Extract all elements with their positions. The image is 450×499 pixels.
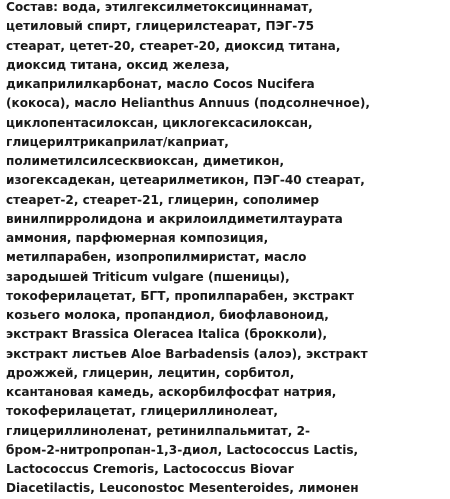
- text-line: дикаприлилкарбонат, масло Cocos Nucifera: [6, 77, 315, 91]
- text-line: экстракт листьев Aloe Barbadensis (алоэ), экстракт: [6, 346, 368, 361]
- text-line: циклопентасилоксан, циклогексасилоксан,: [6, 115, 313, 130]
- text-line: винилпирролидона и акрилоилдиметилтаурата: [6, 211, 343, 226]
- text-line: полиметилсилсесквиоксан, диметикон,: [6, 154, 285, 168]
- ingredients-text: [6, 0, 444, 499]
- text-line: Состав: вода, этилгексилметоксициннамат,: [6, 0, 313, 14]
- text-line: Lactococcus Cremoris, Lactococcus Biovar: [6, 462, 294, 476]
- text-line: метилпарабен, изопропилмиристат, масло: [6, 250, 307, 265]
- text-line: глицерилтрикаприлат/каприат,: [6, 134, 229, 149]
- text-line: дрожжей, глицерин, лецитин, сорбитол,: [6, 365, 295, 380]
- text-line: зародышей Triticum vulgare (пшеницы),: [6, 269, 290, 284]
- text-line: стеарет-2, стеарет-21, глицерин, сополимер: [6, 192, 320, 207]
- text-line: ксантановая камедь, аскорбилфосфат натрия,: [6, 385, 337, 399]
- text-line: диоксид титана, оксид железа,: [6, 57, 230, 72]
- text-line: бром-2-нитропропан-1,3-диол, Lactococcus Lactis,: [6, 442, 359, 457]
- text-line: стеарат, цетет-20, стеарет-20, диоксид титана,: [6, 38, 341, 53]
- text-line: аммония, парфюмерная композиция,: [6, 231, 269, 245]
- text-line: экстракт Brassica Oleracea Italica (брокколи),: [6, 327, 328, 342]
- text-line: глицериллиноленат, ретинилпальмитат, 2-: [6, 423, 311, 438]
- text-line: козьего молока, пропандиол, биофлавоноид,: [6, 308, 329, 322]
- text-line: токоферилацетат, БГТ, пропилпарабен, экстракт: [6, 288, 355, 303]
- text-line: цетиловый спирт, глицерилстеарат, ПЭГ-75: [6, 19, 315, 34]
- text-line: токоферилацетат, глицериллинолеат,: [6, 404, 278, 419]
- text-line: изогексадекан, цетеарилметикон, ПЭГ-40 стеарат,: [6, 173, 365, 188]
- text-line: Diacetilactis, Leuconostoc Mesenteroides, лимонен: [6, 481, 359, 496]
- text-line: (кокоса), масло Helianthus Annuus (подсолнечное),: [6, 96, 370, 111]
